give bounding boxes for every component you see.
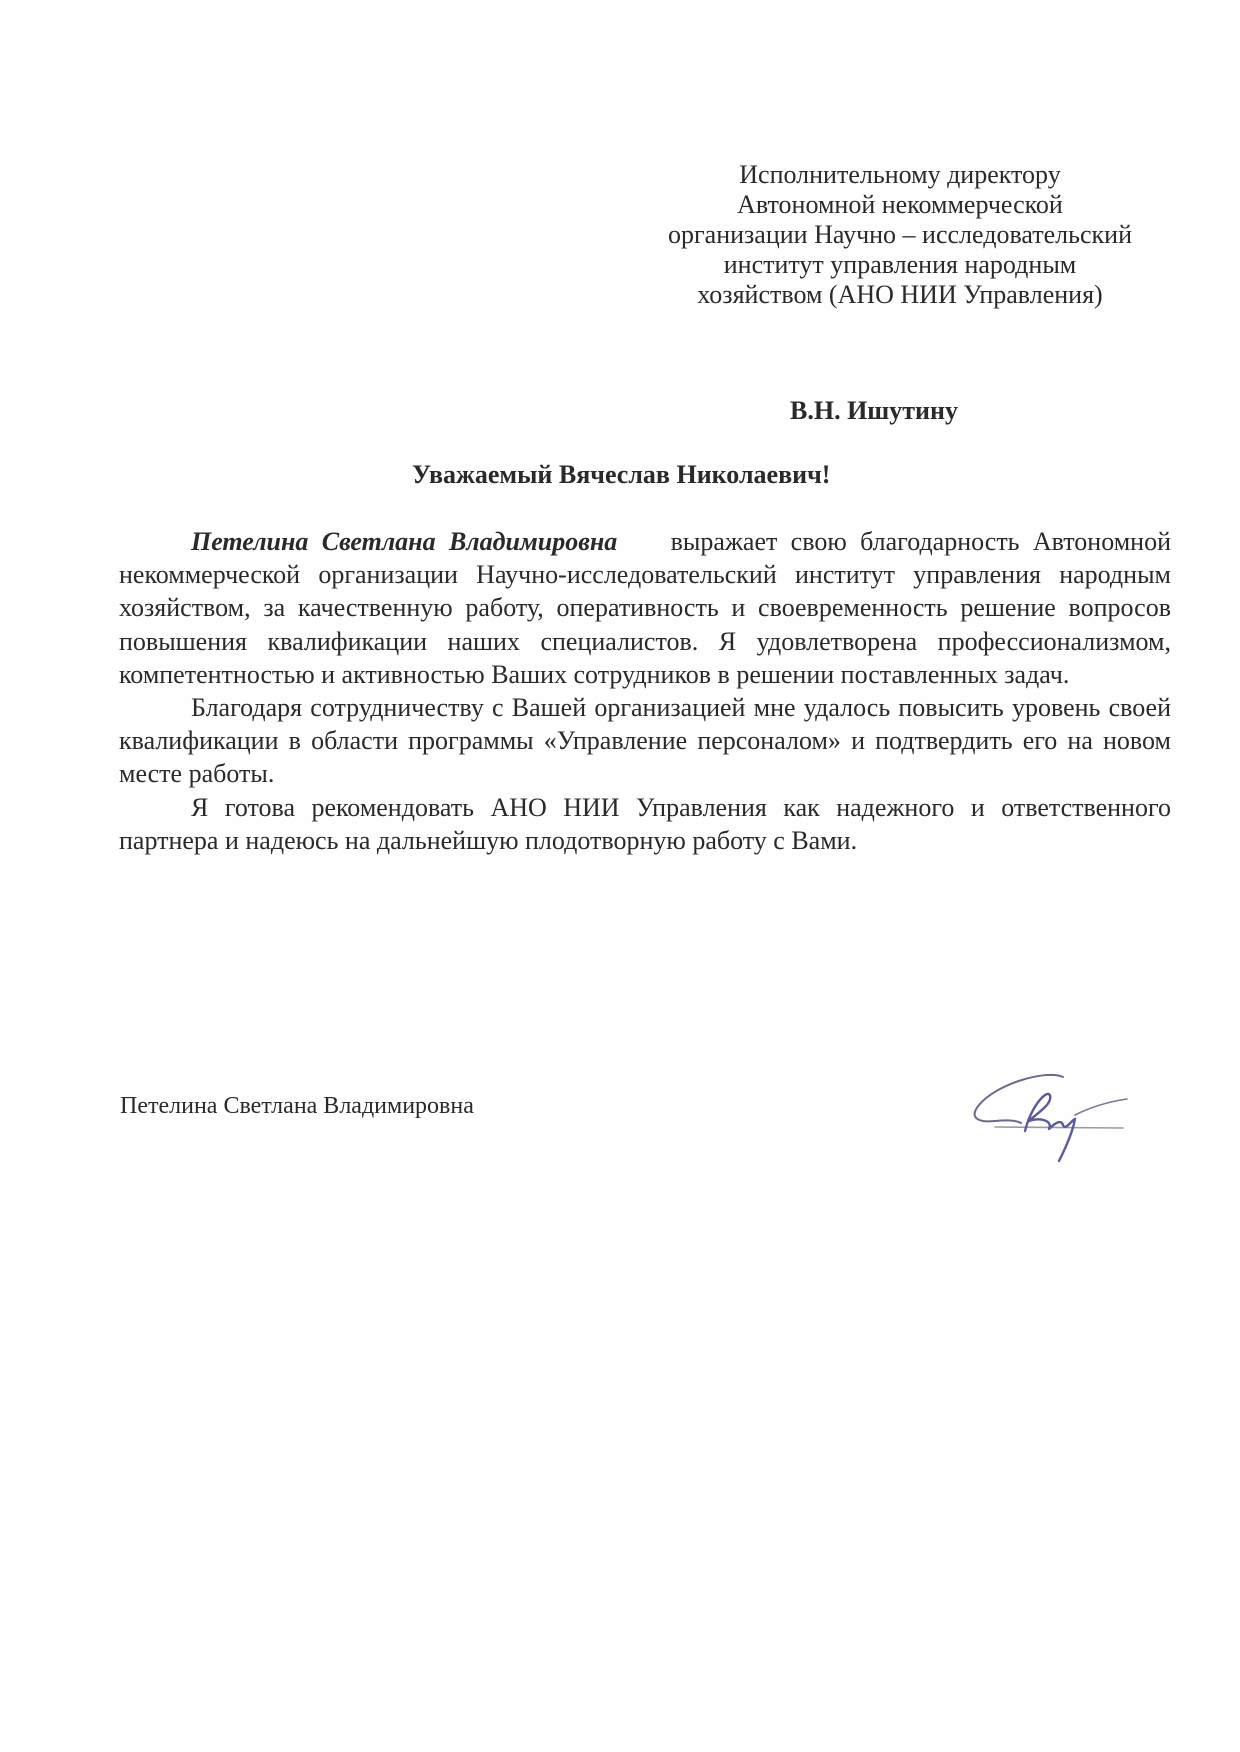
addressee-line: институт управления народным: [723, 250, 1077, 279]
author-name-emphasis: Петелина Светлана Владимировна: [191, 527, 618, 556]
paragraph-1: [119, 525, 1171, 691]
recipient-name: В.Н. Ишутину: [790, 396, 958, 425]
signature-baseline-stroke: [995, 1127, 1123, 1128]
paragraph-2: Благодаря сотрудничеству с Вашей организацией мне удалось повысить уровень своей квалификации в области программы «Управление персоналом» и подтвердить его на новом месте работы.: [119, 693, 1171, 789]
addressee-line: Исполнительному директору: [739, 160, 1061, 189]
addressee-line: хозяйством (АНО НИИ Управления): [697, 280, 1103, 309]
paragraph-1-text: выражает свою благодарность Автономной некоммерческой организации Научно-исследовательский институт управления народным хозяйством, за качественную работу, оперативность и своевременность решение вопросов повышения квалификации наших специалистов. Я удовлетворена профессионализмом, компетентностью и активностью Ваших сотрудников в решении поставленных задач.: [119, 527, 1171, 689]
addressee-line: организации Научно – исследовательский: [667, 220, 1132, 249]
addressee-block: [600, 160, 1200, 310]
signature-tail-stroke: [1075, 1099, 1127, 1115]
addressee-line: Автономной некоммерческой: [737, 190, 1063, 219]
paragraph-3: Я готова рекомендовать АНО НИИ Управления как надежного и ответственного партнера и надеюсь на дальнейшую плодотворную работу с Вами.: [119, 792, 1171, 855]
letter-body: [119, 525, 1171, 857]
signer-name: Петелина Светлана Владимировна: [120, 1093, 474, 1119]
handwritten-signature: [955, 1065, 1135, 1175]
greeting: Уважаемый Вячеслав Николаевич!: [412, 460, 831, 489]
